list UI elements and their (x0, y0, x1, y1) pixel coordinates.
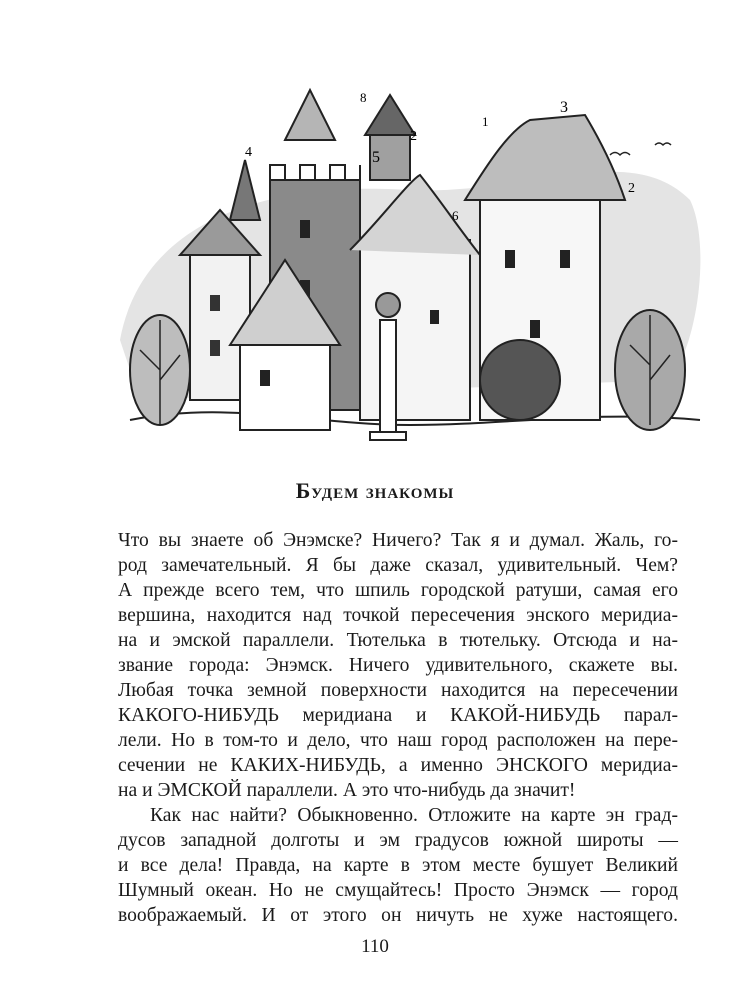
text-line: на и эмской параллели. Тютелька в тютельку. Отсюда и на- (118, 630, 678, 651)
tower-number: 5 (372, 149, 380, 166)
tower-number: 1 (482, 114, 489, 129)
text-line: сечении не КАКИХ-НИБУДЬ, а именно ЭНСКОГО меридиа- (118, 755, 678, 776)
text-line: Шумный океан. Но не смущайтесь! Просто Энэмск — город (118, 880, 678, 901)
tower-number: 2 (410, 129, 417, 144)
chapter-title: Будем знакомы (295, 478, 455, 503)
tower-number: 4 (245, 145, 252, 160)
text-line: вершина, находится над точкой пересечения энского меридиа- (118, 605, 678, 626)
town-illustration (110, 80, 710, 460)
text-line: звание города: Энэмск. Ничего удивительного, скажете вы. (118, 655, 678, 676)
bush-right (615, 310, 685, 430)
bush-left (130, 315, 190, 425)
town-illustration-svg (110, 80, 710, 460)
text-line: воображаемый. И от этого он ничуть не хуже настоящего. (118, 905, 678, 926)
text-line: на и ЭМСКОЙ параллели. А это что-нибудь да значит! (118, 780, 576, 801)
body-text (118, 528, 678, 928)
text-line: лели. Но в том-то и дело, что наш город расположен на пере- (118, 730, 678, 751)
page-number: 110 (361, 936, 389, 957)
paragraph-1 (118, 528, 678, 803)
text-line: Как нас найти? Обыкновенно. Отложите на карте эн град- (150, 805, 678, 826)
text-line: и все дела! Правда, на карте в этом месте бушует Великий (118, 855, 678, 876)
tower-right (465, 115, 625, 420)
text-line: Любая точка земной поверхности находится на пересечении (118, 680, 678, 701)
tower-number: 6 (452, 208, 459, 223)
tower-number: 8 (360, 90, 367, 105)
tower-number: 2 (628, 181, 635, 196)
text-line: Что вы знаете об Энэмске? Ничего? Так я и думал. Жаль, го- (118, 530, 678, 551)
text-line: род замечательный. Я бы даже сказал, удивительный. Чем? (118, 555, 678, 576)
text-line: КАКОГО-НИБУДЬ меридиана и КАКОЙ-НИБУДЬ парал- (118, 705, 678, 726)
text-line: А прежде всего тем, что шпиль городской ратуши, самая его (118, 580, 678, 601)
text-line: дусов западной долготы и эм градусов южной широты — (118, 830, 678, 851)
paragraph-2 (118, 803, 678, 928)
tower-number: 3 (560, 99, 568, 116)
